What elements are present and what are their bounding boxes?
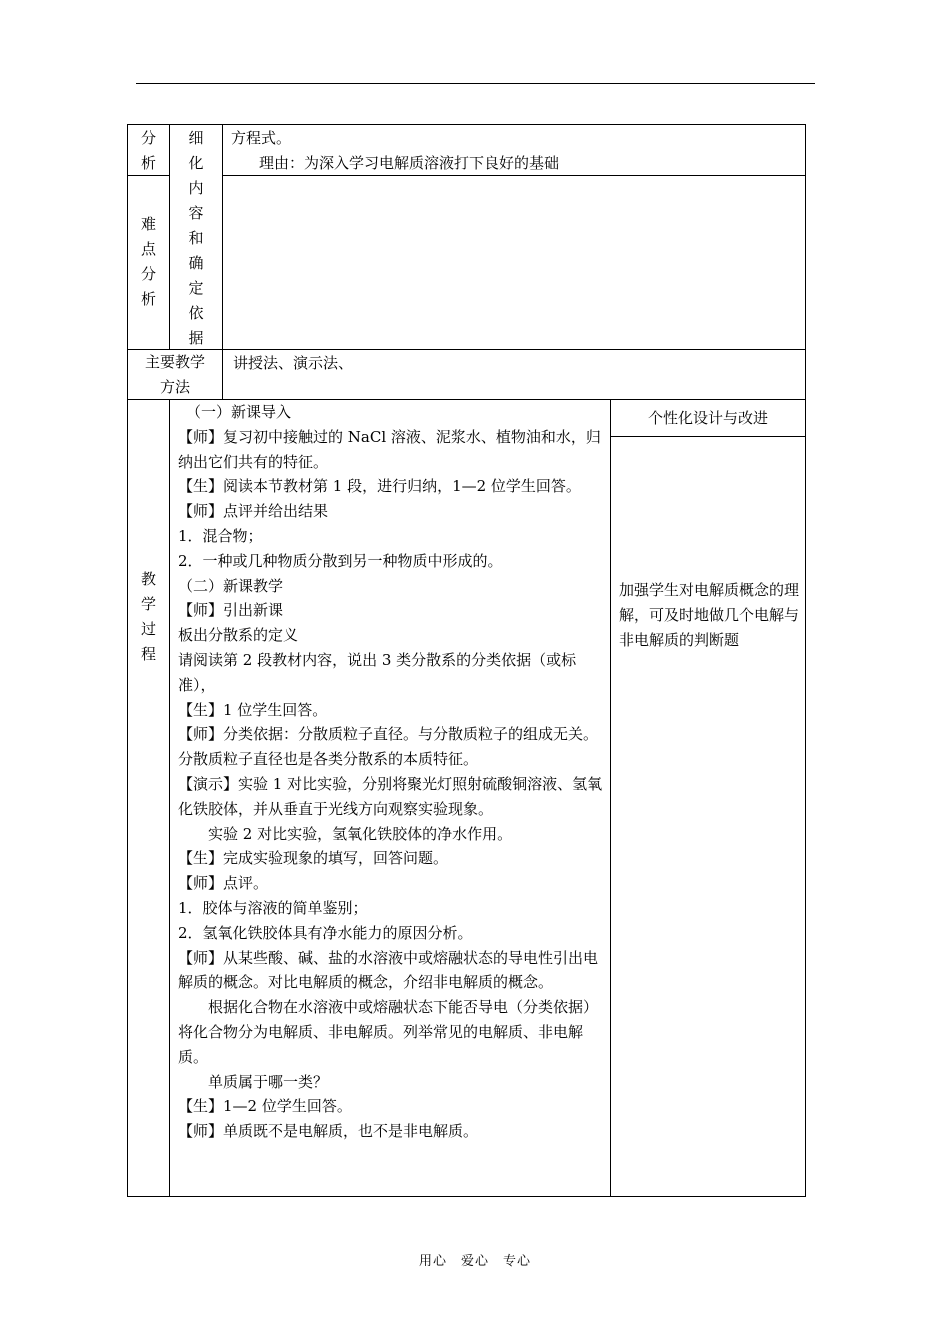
process-line: 【师】从某些酸、碱、盐的水溶液中或熔融状态的导电性引出电解质的概念。对比电解质的概念，介绍非电解质的概念。 [178,948,599,992]
process-line: 2．氢氧化铁胶体具有净水能力的原因分析。 [178,923,473,942]
process-line: 分散质粒子直径也是各类分散系的本质特征。 [178,750,479,769]
process-line: 2．一种或几种物质分散到另一种物质中形成的。 [178,551,503,570]
detail-content-label-cell [169,124,223,350]
methods-value-cell [222,349,806,400]
process-line: 请阅读第 2 段教材内容，说出 3 类分散系的分类依据（或标准）， [178,650,577,694]
methods-label-line: 方法 [159,378,190,396]
difficulty-label-cell [127,175,170,350]
detail-label-char: 细 [188,129,204,147]
analysis-label-cell [127,124,170,176]
detail-label-char: 定 [188,279,204,297]
process-line: 单质属于哪一类？ [208,1072,329,1091]
process-line: 【生】阅读本节教材第 1 段，进行归纳，1—2 位学生回答。 [178,477,581,496]
process-line: （二）新课教学 [178,576,284,595]
difficulty-label-char: 析 [140,290,156,308]
process-line: 【师】点评并给出结果 [178,502,329,521]
methods-value: 讲授法、演示法、 [233,354,354,372]
process-label-cell [127,399,170,1197]
key-point-content-cell [222,124,806,176]
process-line: 【师】点评。 [178,874,269,893]
header-rule [136,83,815,84]
detail-label-char: 内 [188,179,204,197]
process-line: 根据化合物在水溶液中或熔融状态下能否导电（分类依据）将化合物分为电解质、非电解质。列举常见的电解质、非电解质。 [178,998,599,1066]
process-line: 【师】单质既不是电解质，也不是非电解质。 [178,1122,479,1141]
personalized-design-header-cell [610,399,806,437]
analysis-label-char: 析 [140,154,156,172]
process-line: （一）新课导入 [186,403,292,421]
detail-label-char: 化 [188,154,204,172]
key-point-reason: 理由：为深入学习电解质溶液打下良好的基础 [259,153,560,172]
personalized-design-note: 加强学生对电解质概念的理解，可及时地做几个电解与非电解质的判断题 [619,581,800,649]
process-line: 1．胶体与溶液的简单鉴别； [178,898,368,917]
process-label-char: 过 [140,620,156,638]
key-point-line-1: 方程式。 [231,129,292,147]
process-line: 【生】1—2 位学生回答。 [178,1097,352,1116]
process-label-char: 学 [140,595,156,613]
process-line: 板出分散系的定义 [178,626,299,645]
difficulty-label-char: 分 [140,265,156,283]
detail-label-char: 容 [188,204,204,222]
process-label-char: 教 [140,570,156,588]
process-content-cell [169,399,611,1197]
process-line: 实验 2 对比实验，氢氧化铁胶体的净水作用。 [208,824,513,843]
detail-label-char: 和 [188,229,204,247]
difficulty-content-cell [222,175,806,350]
detail-label-char: 据 [188,329,204,347]
process-line: 【生】1 位学生回答。 [178,700,328,719]
page-footer: 用心 爱心 专心 [418,1254,531,1269]
detail-label-char: 依 [188,304,204,322]
process-line: 1．混合物； [178,526,263,545]
difficulty-label-char: 点 [140,240,156,258]
process-line: 【师】分类依据：分散质粒子直径。与分散质粒子的组成无关。 [178,725,599,744]
detail-label-char: 确 [188,254,204,272]
difficulty-label-char: 难 [140,215,156,233]
process-line: 【师】复习初中接触过的 NaCl 溶液、泥浆水、植物油和水，归纳出它们共有的特征。 [178,427,601,471]
process-line: 【生】完成实验现象的填写，回答问题。 [178,849,449,868]
analysis-label-char: 分 [140,129,156,147]
methods-label-cell [127,349,223,400]
process-label-char: 程 [140,645,156,663]
process-line: 【演示】实验 1 对比实验，分别将聚光灯照射硫酸铜溶液、氢氧化铁胶体，并从垂直于光线方向观察实验现象。 [178,774,603,818]
personalized-design-note-cell [610,436,806,1197]
personalized-design-header: 个性化设计与改进 [647,409,768,427]
process-line: 【师】引出新课 [178,601,284,620]
methods-label-line: 主要教学 [144,353,205,371]
